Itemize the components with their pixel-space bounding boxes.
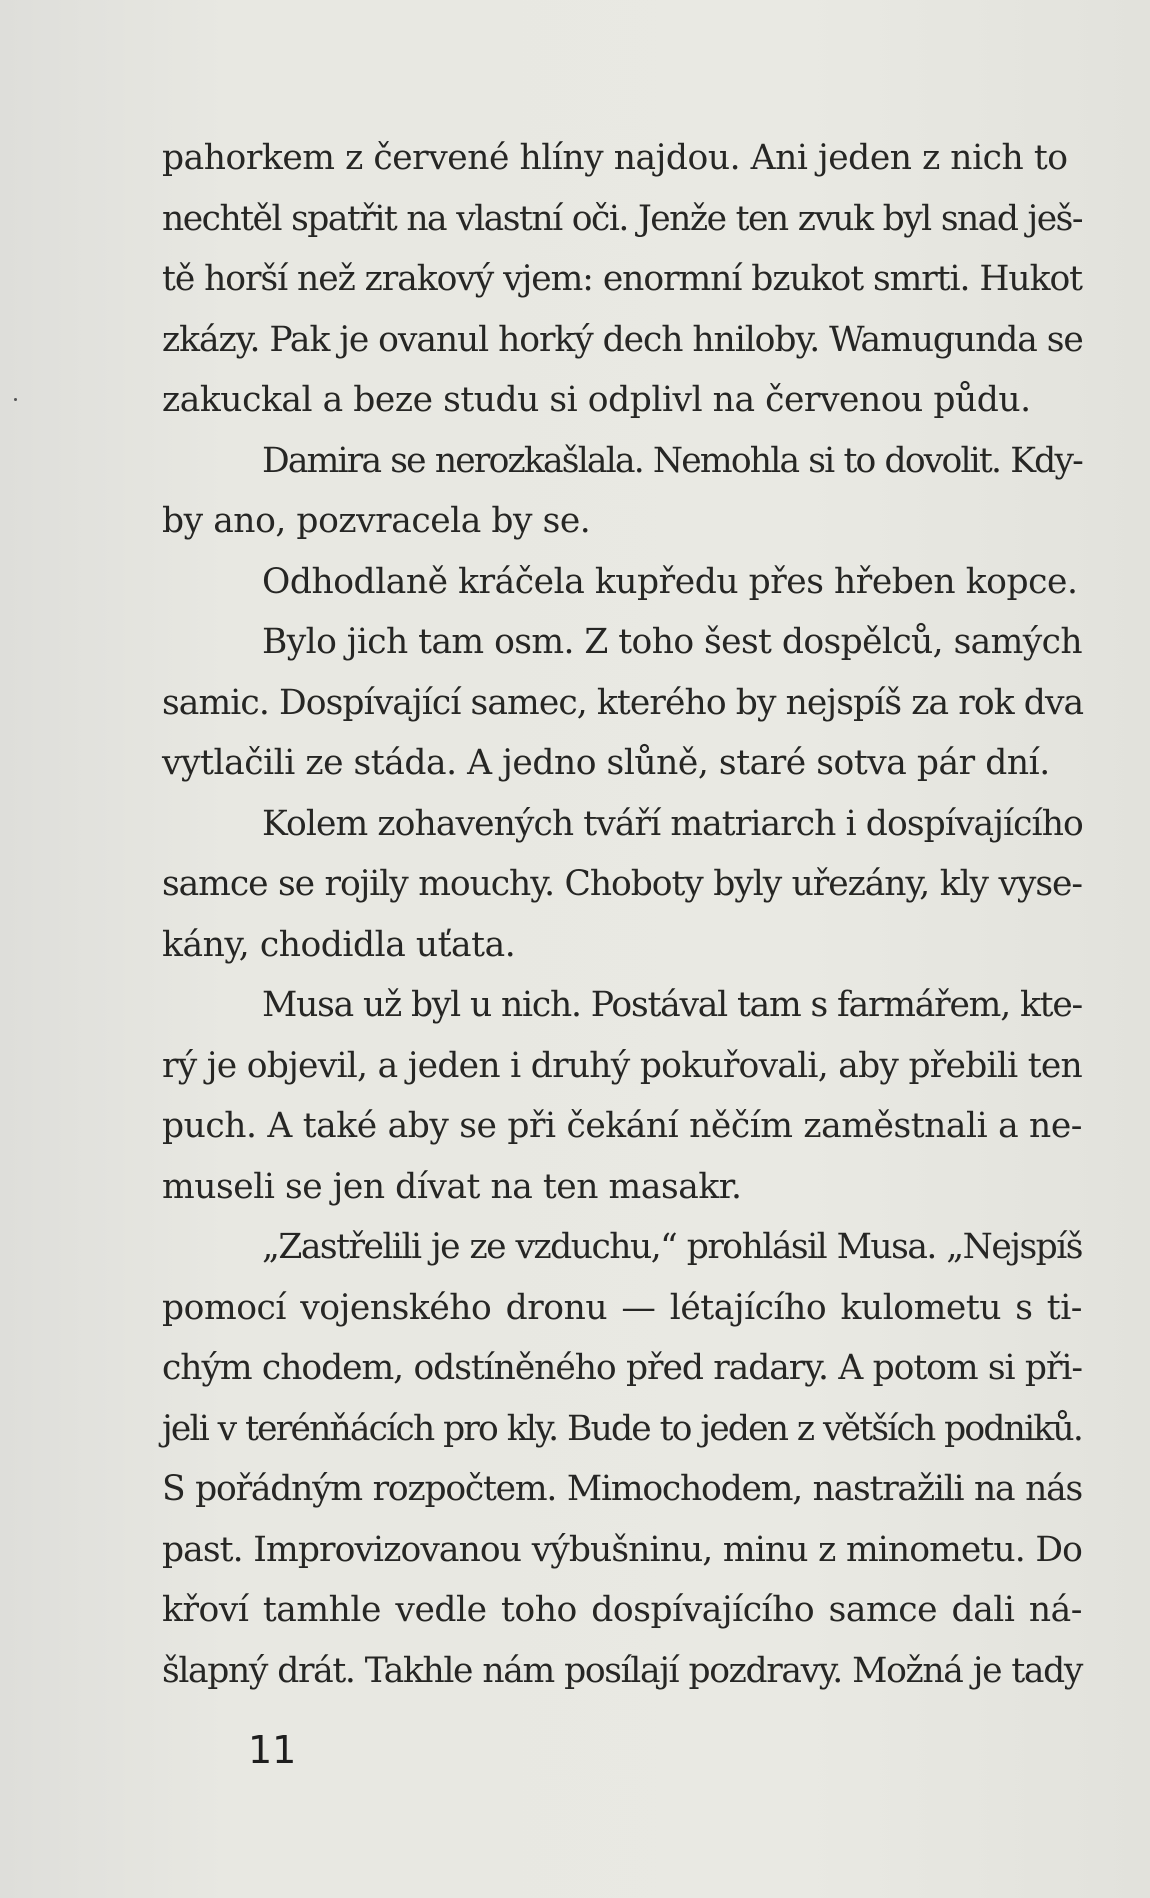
paper-speck — [14, 398, 17, 401]
text-line: Kolem zohavených tváří matriarch i dospívajícího — [262, 803, 1083, 844]
text-line: past. Improvizovanou výbušninu, minu z minometu. Do — [162, 1529, 1082, 1570]
text-line: zakuckal a beze studu si odplivl na červenou půdu. — [162, 380, 1031, 420]
text-line: pomocí vojenského dronu — létajícího kulometu s ti- — [162, 1287, 1082, 1328]
text-line: samic. Dospívající samec, kterého by nejspíš za rok dva — [162, 682, 1084, 723]
text-line: Bylo jich tam osm. Z toho šest dospělců, samých — [262, 622, 1082, 662]
page-number: 11 — [248, 1728, 297, 1772]
text-line: jeli v terénňácích pro kly. Bude to jeden z větších podniků. — [162, 1408, 1082, 1449]
text-line: „Zastřelili je ze vzduchu,“ prohlásil Musa. „Nejspíš — [262, 1227, 1082, 1267]
text-line: pahorkem z červené hlíny najdou. Ani jeden z nich to — [162, 138, 1068, 178]
text-line: vytlačili ze stáda. A jedno slůně, staré sotva pár dní. — [162, 743, 1050, 783]
text-line: museli se jen dívat na ten masakr. — [162, 1166, 742, 1207]
text-line: S pořádným rozpočtem. Mimochodem, nastražili na nás — [162, 1469, 1082, 1509]
text-line: Damira se nerozkašlala. Nemohla si to dovolit. Kdy- — [262, 440, 1082, 481]
text-line: křoví tamhle vedle toho dospívajícího samce dali ná- — [162, 1590, 1082, 1630]
text-line: kány, chodidla uťata. — [162, 924, 516, 965]
text-line: samce se rojily mouchy. Choboty byly uřezány, kly vyse- — [162, 864, 1082, 904]
text-line: chým chodem, odstíněného před radary. A potom si při- — [162, 1348, 1082, 1388]
text-line: zkázy. Pak je ovanul horký dech hniloby. Wamugunda se — [162, 319, 1083, 360]
text-line: Musa už byl u nich. Postával tam s farmářem, kte- — [262, 985, 1082, 1025]
text-line: Odhodlaně kráčela kupředu přes hřeben kopce. — [262, 561, 1078, 602]
text-line: rý je objevil, a jeden i druhý pokuřovali, aby přebili ten — [162, 1045, 1082, 1086]
text-line: nechtěl spatřit na vlastní oči. Jenže ten zvuk byl snad ješ- — [162, 198, 1082, 239]
body-text — [162, 128, 1082, 1701]
text-line: by ano, pozvracela by se. — [162, 501, 591, 541]
text-line: puch. A také aby se při čekání něčím zaměstnali a ne- — [162, 1106, 1082, 1146]
text-line: tě horší než zrakový vjem: enormní bzukot smrti. Hukot — [162, 259, 1082, 299]
text-line: šlapný drát. Takhle nám posílají pozdravy. Možná je tady — [162, 1650, 1082, 1691]
